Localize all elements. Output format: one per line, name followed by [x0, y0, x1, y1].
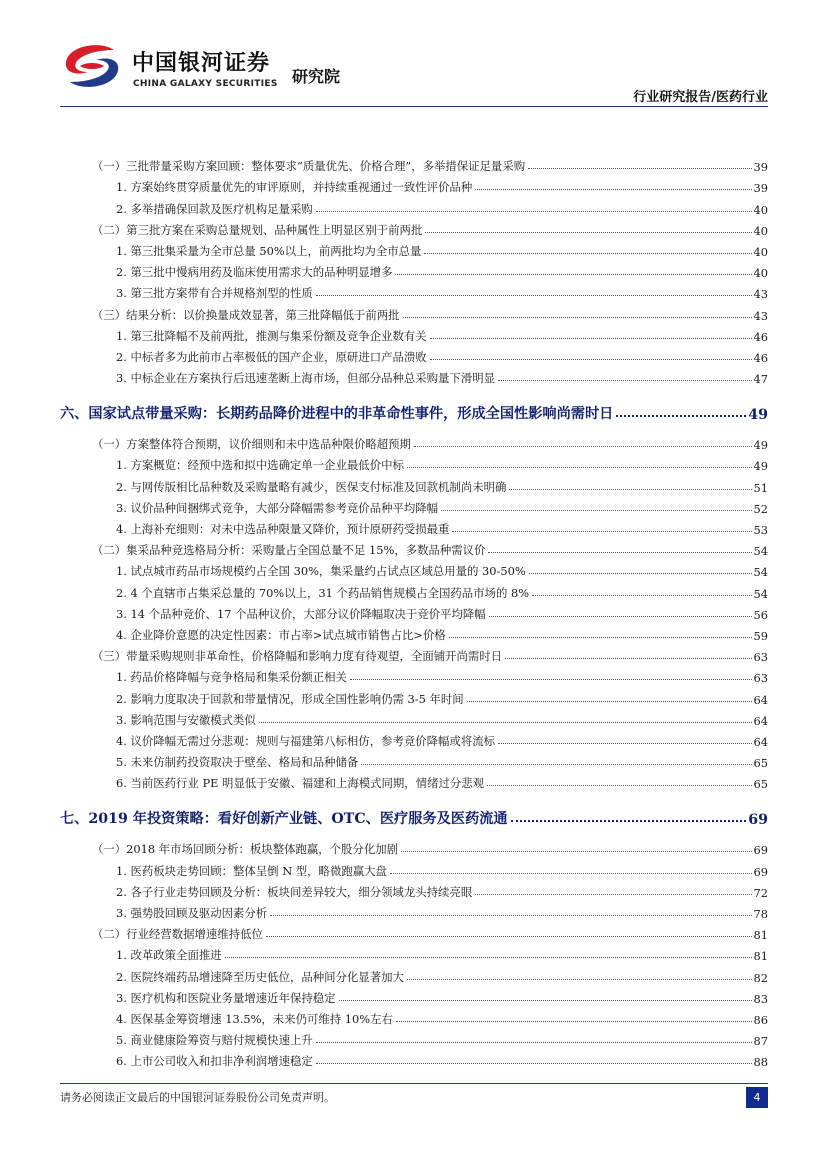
toc-subsection-entry[interactable]	[60, 365, 768, 386]
toc-entry-title: 3. 第三批方案带有合并规格剂型的性质	[116, 286, 313, 301]
toc-dot-leader	[452, 531, 751, 532]
toc-subsection-entry[interactable]	[60, 728, 768, 749]
toc-entry-title: （二）集采品种竞选格局分析：采购量占全国总量不足 15%，多数品种需议价	[92, 543, 486, 558]
toc-page-number: 40	[753, 244, 768, 259]
toc-section-entry[interactable]	[60, 643, 768, 664]
toc-page-number: 51	[753, 480, 768, 495]
toc-section-entry[interactable]	[60, 301, 768, 322]
toc-dot-leader	[487, 785, 751, 786]
toc-page-number: 40	[753, 202, 768, 217]
toc-section-entry[interactable]	[60, 153, 768, 174]
header-divider	[60, 106, 768, 107]
toc-entry-title: （一）方案整体符合预期，议价细则和未中选品种限价略超预期	[92, 437, 411, 452]
toc-chapter-entry[interactable]	[60, 798, 768, 828]
toc-entry-title: 2. 影响力度取决于回款和带量情况，形成全国性影响仍需 3-5 年时间	[116, 691, 464, 706]
toc-page-number: 47	[753, 372, 768, 387]
logo-english-name: CHINA GALAXY SECURITIES	[133, 79, 278, 89]
toc-entry-title: 1. 药品价格降幅与竞争格局和集采份额正相关	[116, 670, 347, 685]
toc-entry-title: （一）三批带量采购方案回顾：整体要求“质量优先、价格合理”，多举措保证足量采购	[92, 159, 526, 174]
toc-dot-leader	[467, 701, 752, 702]
toc-entry-title: （三）结果分析：以价换量成效显著，第三批降幅低于前两批	[92, 307, 400, 322]
toc-entry-title: 2. 第三批中慢病用药及临床使用需求大的品种明显增多	[116, 265, 393, 280]
toc-page-number: 59	[753, 628, 768, 643]
toc-dot-leader	[316, 1063, 752, 1064]
toc-dot-leader	[350, 679, 752, 680]
toc-entry-title: 2. 各子行业走势回顾及分析：板块间差异较大，细分领域龙头持续亮眼	[116, 884, 473, 899]
toc-entry-title: 1. 改革政策全面推进	[116, 948, 222, 963]
toc-subsection-entry[interactable]	[60, 259, 768, 280]
page-header	[0, 0, 827, 110]
toc-subsection-entry[interactable]	[60, 601, 768, 622]
galaxy-logo-icon	[60, 42, 124, 90]
toc-page-number: 81	[753, 928, 768, 943]
toc-subsection-entry[interactable]	[60, 452, 768, 473]
toc-subsection-entry[interactable]	[60, 857, 768, 878]
toc-subsection-entry[interactable]	[60, 749, 768, 770]
toc-page-number: 49	[748, 407, 768, 424]
toc-entry-title: 1. 第三批集采量为全市总量 50%以上，前两批均为全市总量	[116, 243, 422, 258]
toc-dot-leader	[361, 764, 751, 765]
toc-entry-title: 5. 商业健康险筹资与赔付规模快速上升	[116, 1033, 313, 1048]
toc-dot-leader	[395, 274, 751, 275]
toc-dot-leader	[505, 658, 751, 659]
toc-entry-title: 2. 4 个直辖市占集采总量的 70%以上，31 个药品销售规模占全国药品市场的 8%	[116, 585, 530, 600]
toc-subsection-entry[interactable]	[60, 622, 768, 643]
toc-entry-title: 1. 试点城市药品市场规模约占全国 30%，集采量约占试点区域总用量的 30-50%	[116, 564, 526, 579]
toc-dot-leader	[498, 380, 752, 381]
toc-subsection-entry[interactable]	[60, 963, 768, 984]
toc-dot-leader	[498, 743, 752, 744]
toc-page-number: 54	[753, 544, 768, 559]
toc-section-entry[interactable]	[60, 537, 768, 558]
logo-chinese-name: 中国银河证券	[132, 51, 271, 76]
toc-dot-leader	[430, 338, 752, 339]
toc-entry-title: 2. 与网传版相比品种数及采购量略有减少，医保支付标准及回款机制尚未明确	[116, 479, 507, 494]
toc-subsection-entry[interactable]	[60, 1006, 768, 1027]
institute-label: 研究院	[292, 67, 341, 86]
toc-page-number: 78	[753, 907, 768, 921]
toc-entry-title: 4. 上海补充细则：对未中选品种限量又降价，预计原研药受损最重	[116, 522, 450, 536]
toc-subsection-entry[interactable]	[60, 664, 768, 685]
toc-page-number: 86	[753, 1012, 768, 1027]
toc-dot-leader	[475, 189, 751, 190]
toc-subsection-entry[interactable]	[60, 900, 768, 921]
toc-subsection-entry[interactable]	[60, 579, 768, 600]
toc-dot-leader	[266, 936, 752, 937]
toc-section-entry[interactable]	[60, 217, 768, 238]
toc-section-entry[interactable]	[60, 836, 768, 857]
toc-entry-title: 六、国家试点带量采购：长期药品降价进程中的非革命性事件，形成全国性影响尚需时日	[60, 406, 614, 423]
toc-subsection-entry[interactable]	[60, 1027, 768, 1048]
toc-subsection-entry[interactable]	[60, 195, 768, 216]
toc-dot-leader	[488, 552, 751, 553]
toc-entry-title: （二）第三批方案在采购总量规划、品种属性上明显区别于前两批	[92, 222, 423, 237]
toc-dot-leader	[414, 446, 752, 447]
page-number-badge: 4	[746, 1087, 768, 1108]
toc-page-number: 82	[753, 970, 768, 985]
toc-dot-leader	[511, 820, 747, 822]
footer-disclaimer: 请务必阅读正文最后的中国银河证券股份公司免责声明。	[60, 1091, 335, 1104]
toc-subsection-entry[interactable]	[60, 323, 768, 344]
toc-page-number: 81	[753, 949, 768, 964]
toc-page-number: 39	[753, 160, 768, 175]
toc-subsection-entry[interactable]	[60, 942, 768, 963]
toc-dot-leader	[396, 1021, 752, 1022]
toc-subsection-entry[interactable]	[60, 174, 768, 195]
toc-page-number: 69	[753, 864, 768, 879]
toc-subsection-entry[interactable]	[60, 558, 768, 579]
toc-page-number: 49	[753, 438, 768, 453]
toc-entry-title: 3. 中标企业在方案执行后迅速垄断上海市场，但部分品种总采购量下滑明显	[116, 371, 495, 386]
toc-page-number: 54	[753, 565, 768, 580]
toc-page-number: 87	[753, 1034, 768, 1049]
toc-entry-title: 6. 上市公司收入和扣非净利润增速稳定	[116, 1054, 313, 1069]
toc-dot-leader	[509, 489, 751, 490]
toc-dot-leader	[225, 957, 752, 958]
toc-dot-leader	[528, 168, 751, 169]
toc-entry-title: 2. 医院终端药品增速降至历史低位，品种间分化显著加大	[116, 969, 404, 984]
table-of-contents	[60, 153, 768, 1069]
toc-entry-title: 1. 方案始终贯穿质量优先的审评原则，并持续重视通过一致性评价品种	[116, 180, 473, 195]
toc-dot-leader	[316, 211, 752, 212]
toc-subsection-entry[interactable]	[60, 1048, 768, 1069]
toc-subsection-entry[interactable]	[60, 516, 768, 537]
toc-entry-title: 4. 企业降价意愿的决定性因素：市占率>试点城市销售占比>价格	[116, 627, 446, 642]
toc-page-number: 49	[753, 459, 768, 474]
toc-entry-title: 4. 议价降幅无需过分悲观：规则与福建第八标相仿，参考竞价降幅或将流标	[116, 733, 495, 748]
footer-divider	[60, 1083, 768, 1084]
toc-entry-title: （一）2018 年市场回顾分析：板块整体跑赢，个股分化加剧	[92, 842, 398, 857]
toc-page-number: 72	[753, 885, 768, 900]
toc-page-number: 63	[753, 671, 768, 686]
toc-page-number: 53	[753, 523, 768, 537]
toc-subsection-entry[interactable]	[60, 770, 768, 791]
toc-page-number: 40	[753, 266, 768, 281]
toc-entry-title: 3. 医疗机构和医院业务量增速近年保持稳定	[116, 990, 336, 1005]
toc-entry-title: （二）行业经营数据增速维持低位	[92, 927, 263, 942]
toc-section-entry[interactable]	[60, 431, 768, 452]
toc-dot-leader	[430, 359, 752, 360]
toc-subsection-entry[interactable]	[60, 280, 768, 301]
toc-dot-leader	[475, 894, 751, 895]
toc-dot-leader	[532, 595, 751, 596]
toc-dot-leader	[390, 873, 752, 874]
toc-dot-leader	[616, 415, 746, 417]
toc-page-number: 65	[753, 777, 768, 792]
toc-entry-title: 4. 医保基金筹资增速 13.5%，未来仍可维持 10%左右	[116, 1011, 393, 1026]
toc-entry-title: 1. 医药板块走势回顾：整体呈倒 N 型，略微跑赢大盘	[116, 863, 387, 878]
toc-chapter-entry[interactable]	[60, 393, 768, 423]
toc-subsection-entry[interactable]	[60, 344, 768, 365]
toc-page-number: 83	[753, 991, 768, 1006]
toc-entry-title: 3. 影响范围与安徽模式类似	[116, 712, 256, 727]
toc-subsection-entry[interactable]	[60, 473, 768, 494]
toc-entry-title: 2. 多举措确保回款及医疗机构足量采购	[116, 201, 313, 216]
toc-page-number: 52	[753, 501, 768, 516]
toc-dot-leader	[407, 467, 752, 468]
toc-dot-leader	[407, 979, 752, 980]
toc-page-number: 54	[753, 586, 768, 601]
toc-entry-title: 1. 方案概览：经预中选和拟中选确定单一企业最低价中标	[116, 458, 404, 473]
toc-page-number: 43	[753, 287, 768, 302]
toc-dot-leader	[401, 851, 752, 852]
toc-page-number: 39	[753, 181, 768, 196]
toc-page-number: 69	[748, 812, 768, 829]
toc-page-number: 46	[753, 350, 768, 365]
toc-page-number: 65	[753, 756, 768, 771]
toc-dot-leader	[270, 915, 751, 916]
toc-entry-title: 1. 第三批降幅不及前两批，推测与集采份额及竞争企业数有关	[116, 328, 427, 343]
toc-entry-title: 6. 当前医药行业 PE 明显低于安徽、福建和上海模式同期，情绪过分悲观	[116, 776, 485, 791]
toc-entry-title: 3. 议价品种间捆绑式竞争，大部分降幅需参考竞价品种平均降幅	[116, 500, 439, 515]
toc-section-entry[interactable]	[60, 921, 768, 942]
toc-dot-leader	[316, 295, 752, 296]
toc-subsection-entry[interactable]	[60, 685, 768, 706]
toc-dot-leader	[441, 510, 751, 511]
toc-subsection-entry[interactable]	[60, 707, 768, 728]
toc-page-number: 64	[753, 734, 768, 749]
toc-page-number: 88	[753, 1055, 768, 1070]
toc-entry-title: 3. 强势股回顾及驱动因素分析	[116, 906, 268, 920]
toc-entry-title: 七、2019 年投资策略：看好创新产业链、OTC、医疗服务及医药流通	[60, 811, 508, 828]
toc-entry-title: 5. 未来仿制药投资取决于壁垒、格局和品种储备	[116, 755, 359, 770]
toc-page-number: 56	[753, 607, 768, 622]
toc-page-number: 63	[753, 650, 768, 665]
toc-dot-leader	[529, 573, 752, 574]
toc-dot-leader	[259, 722, 752, 723]
toc-entry-title: （三）带量采购规则非革命性，价格降幅和影响力度有待观望，全面铺开尚需时日	[92, 649, 503, 664]
toc-page-number: 64	[753, 692, 768, 707]
toc-dot-leader	[425, 232, 751, 233]
toc-subsection-entry[interactable]	[60, 985, 768, 1006]
toc-dot-leader	[316, 1042, 752, 1043]
toc-dot-leader	[403, 317, 752, 318]
toc-dot-leader	[449, 637, 752, 638]
toc-dot-leader	[339, 1000, 752, 1001]
toc-page-number: 40	[753, 223, 768, 238]
toc-subsection-entry[interactable]	[60, 879, 768, 900]
toc-page-number: 64	[753, 713, 768, 728]
toc-dot-leader	[489, 616, 752, 617]
toc-subsection-entry[interactable]	[60, 238, 768, 259]
toc-entry-title: 2. 中标者多为此前市占率极低的国产企业，原研进口产品溃败	[116, 349, 427, 364]
toc-entry-title: 3. 14 个品种竞价、17 个品种议价，大部分议价降幅取决于竞价平均降幅	[116, 606, 486, 621]
toc-page-number: 69	[753, 843, 768, 858]
toc-page-number: 43	[753, 308, 768, 323]
toc-dot-leader	[424, 253, 751, 254]
toc-page-number: 46	[753, 329, 768, 344]
toc-subsection-entry[interactable]	[60, 495, 768, 516]
report-type-label: 行业研究报告/医药行业	[633, 90, 768, 105]
